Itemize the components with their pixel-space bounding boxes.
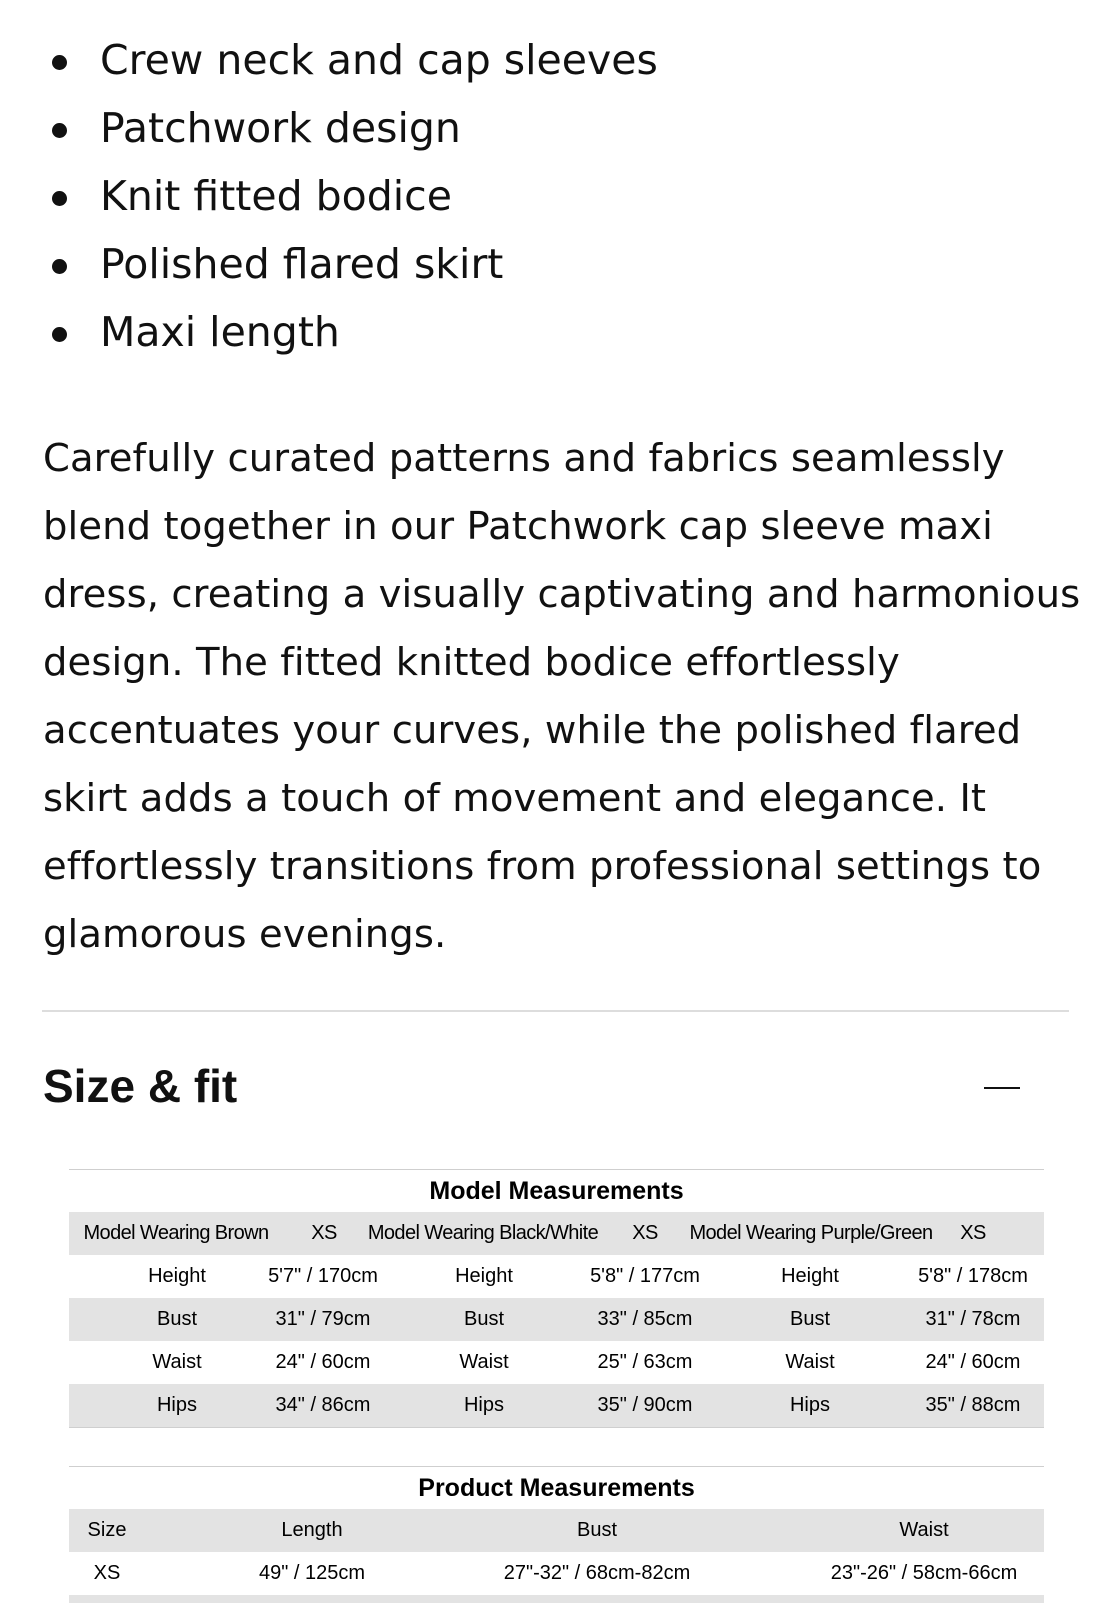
feature-text: Knit fitted bodice — [100, 172, 452, 220]
feature-item — [43, 26, 658, 94]
table-row — [69, 1552, 1044, 1595]
bullet-icon — [52, 191, 67, 206]
bullet-icon — [52, 327, 67, 342]
table-cell: 5'8" / 177cm — [590, 1265, 700, 1287]
table-cell: XS — [93, 1562, 121, 1584]
table-cell: 31" / 79cm — [275, 1308, 371, 1330]
feature-list — [43, 26, 658, 366]
bullet-icon — [52, 123, 67, 138]
feature-item — [43, 230, 658, 298]
table-cell: Waist — [785, 1351, 835, 1373]
product-measurements-title: Product Measurements — [418, 1474, 695, 1502]
table-row — [69, 1384, 1044, 1427]
table-cell: Waist — [152, 1351, 202, 1373]
table-cell: 25" / 63cm — [597, 1351, 693, 1373]
header-cell: XS — [960, 1222, 986, 1244]
section-divider — [42, 1010, 1069, 1012]
table-cell: Hips — [789, 1394, 831, 1416]
header-cell: Length — [281, 1519, 343, 1541]
header-cell: Bust — [576, 1519, 618, 1541]
table-cell: Waist — [459, 1351, 509, 1373]
table-cell: 24" / 60cm — [925, 1351, 1021, 1373]
table-cell: 23"-26" / 58cm-66cm — [830, 1562, 1018, 1584]
table-cell: Bust — [789, 1308, 831, 1330]
header-cell: Waist — [899, 1519, 949, 1541]
table-cell: Height — [148, 1265, 206, 1287]
table-cell: 27"-32" / 68cm-82cm — [503, 1562, 691, 1584]
model-measurements-title: Model Measurements — [429, 1177, 684, 1205]
table-header-row — [69, 1212, 1044, 1255]
table-cell: Height — [781, 1265, 839, 1287]
bullet-icon — [52, 55, 67, 70]
table-cell: 33" / 85cm — [597, 1308, 693, 1330]
table-cell: Hips — [156, 1394, 198, 1416]
table-cell: 35" / 88cm — [925, 1394, 1021, 1416]
table-cell: 49" / 125cm — [258, 1562, 366, 1584]
feature-item — [43, 94, 658, 162]
table-cell: 24" / 60cm — [275, 1351, 371, 1373]
feature-item — [43, 162, 658, 230]
table-cell: Bust — [156, 1308, 198, 1330]
table-row — [69, 1255, 1044, 1298]
header-cell: XS — [632, 1222, 658, 1244]
bullet-icon — [52, 259, 67, 274]
model-measurements-table — [69, 1169, 1044, 1428]
product-description: Carefully curated patterns and fabrics seamlessly blend together in our Patchwork cap sleeve maxi dress, creating a visually captivating and harmonious design. The fitted knitted bodice effortlessly accentuates your curves, while the polished flared skirt adds a touch of movement and elegance. It effortlessly transitions from professional settings to glamorous evenings. — [43, 436, 1081, 957]
table-cell: 34" / 86cm — [275, 1394, 371, 1416]
feature-text: Polished flared skirt — [100, 240, 504, 288]
table-cell: Height — [455, 1265, 513, 1287]
header-cell: Model Wearing Purple/Green — [689, 1222, 933, 1244]
product-measurements-table — [69, 1466, 1044, 1603]
header-cell: Size — [87, 1519, 127, 1541]
header-cell: Model Wearing Brown — [83, 1222, 269, 1244]
table-row-partial — [69, 1595, 1044, 1603]
feature-text: Crew neck and cap sleeves — [100, 36, 658, 84]
feature-item — [43, 298, 658, 366]
table-row — [69, 1298, 1044, 1341]
table-cell: 35" / 90cm — [597, 1394, 693, 1416]
table-cell: 5'8" / 178cm — [918, 1265, 1028, 1287]
feature-text: Patchwork design — [100, 104, 461, 152]
feature-text: Maxi length — [100, 308, 340, 356]
collapse-button[interactable] — [970, 1068, 1024, 1108]
minus-icon — [984, 1087, 1020, 1089]
table-cell: Bust — [463, 1308, 505, 1330]
table-cell: 5'7" / 170cm — [268, 1265, 378, 1287]
header-cell: Model Wearing Black/White — [367, 1222, 599, 1244]
header-cell: XS — [311, 1222, 337, 1244]
table-header-row — [69, 1509, 1044, 1552]
table-cell: 31" / 78cm — [925, 1308, 1021, 1330]
size-fit-heading[interactable]: Size & fit — [43, 1060, 238, 1112]
table-row — [69, 1341, 1044, 1384]
table-cell: Hips — [463, 1394, 505, 1416]
table-bottom-border — [69, 1427, 1044, 1428]
